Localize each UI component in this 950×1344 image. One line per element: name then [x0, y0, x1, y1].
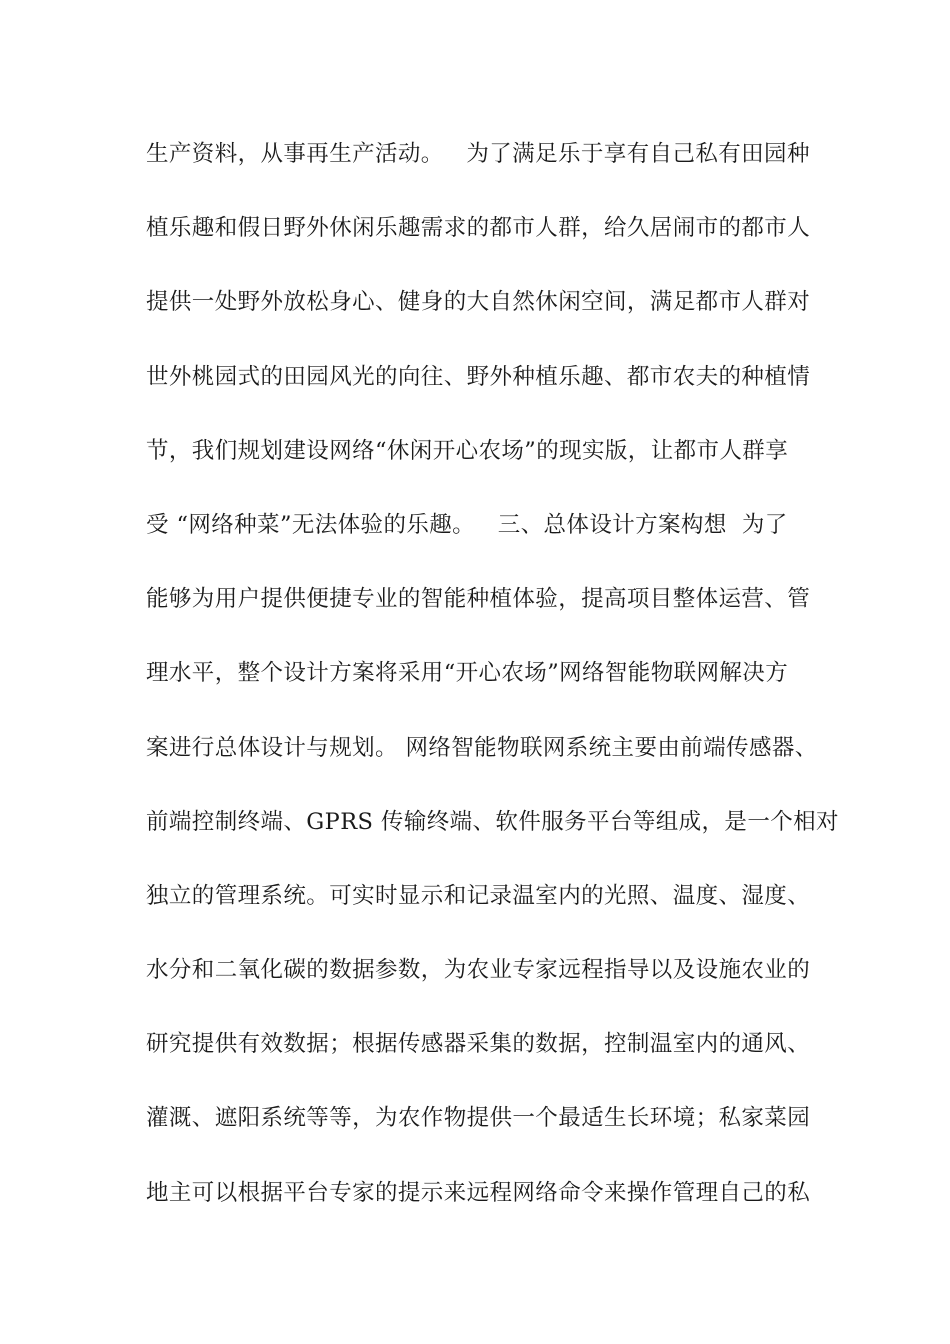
text-line: 世外桃园式的田园风光的向往、野外种植乐趣、都市农夫的种植情	[146, 363, 811, 390]
text-line: 水分和二氧化碳的数据参数，为农业专家远程指导以及设施农业的	[146, 957, 811, 984]
text-line: 受 “网络种菜”无法体验的乐趣。 三、总体设计方案构想 为了	[146, 511, 788, 538]
text-line: 地主可以根据平台专家的提示来远程网络命令来操作管理自己的私	[146, 1179, 811, 1206]
text-line: 理水平，整个设计方案将采用“开心农场”网络智能物联网解决方	[146, 660, 789, 687]
text-line: 生产资料，从事再生产活动。 为了满足乐于享有自己私有田园种	[146, 141, 810, 167]
text-line: 植乐趣和假日野外休闲乐趣需求的都市人群，给久居闹市的都市人	[146, 215, 811, 242]
text-line: 独立的管理系统。可实时显示和记录温室内的光照、温度、湿度、	[146, 882, 811, 909]
text-line: 提供一处野外放松身心、健身的大自然休闲空间，满足都市人群对	[146, 289, 811, 316]
text-line: 节，我们规划建设网络“休闲开心农场”的现实版，让都市人群享	[146, 437, 789, 464]
text-line: 案进行总体设计与规划。 网络智能物联网系统主要由前端传感器、	[146, 734, 818, 761]
text-line: 灌溉、遮阳系统等等，为农作物提供一个最适生长环境；私家菜园	[146, 1105, 811, 1132]
text-line: 前端控制终端、GPRS 传输终端、软件服务平台等组成，是一个相对	[146, 808, 839, 835]
text-line: 能够为用户提供便捷专业的智能种植体验，提高项目整体运营、管	[146, 586, 811, 613]
text-line: 研究提供有效数据；根据传感器采集的数据，控制温室内的通风、	[146, 1031, 811, 1058]
body-text	[146, 131, 839, 1244]
